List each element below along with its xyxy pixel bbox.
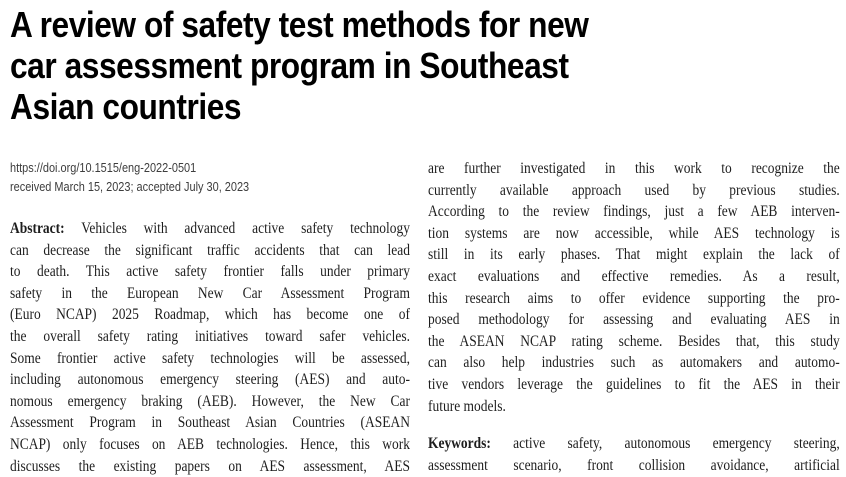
- abstract-label: Abstract:: [10, 220, 65, 237]
- keywords-line: assessment scenario, front collision avoidance, artificial: [428, 456, 840, 474]
- abstract-line: discusses the existing papers on AES assessment, AES: [10, 457, 410, 475]
- abstract-line: (Euro NCAP) 2025 Roadmap, which has become one of: [10, 306, 410, 324]
- abstract-line: the ASEAN NCAP rating scheme. Besides that, this study: [428, 332, 840, 350]
- abstract-line: safety in the European New Car Assessment Program: [10, 284, 410, 302]
- abstract-line: including autonomous emergency steering (AES) and auto-: [10, 371, 410, 389]
- abstract-line: the overall safety rating initiatives toward safer vehicles.: [10, 327, 410, 345]
- abstract-line: Abstract: Vehicles with advanced active safety technology: [10, 220, 410, 237]
- received-accepted-dates: received March 15, 2023; accepted July 30, 2023: [10, 179, 250, 194]
- keywords-line: Keywords: active safety, autonomous emergency steering,: [428, 435, 840, 453]
- abstract-line: can also help industries such as automakers and automo-: [428, 354, 840, 372]
- abstract-line: tion systems are now accessible, while AES technology is: [428, 224, 840, 242]
- abstract-line: Some frontier active safety technologies will be assessed,: [10, 349, 410, 367]
- abstract-column-2: [428, 158, 840, 417]
- article-title-line: A review of safety test methods for new: [10, 4, 589, 45]
- article-title-line: Asian countries: [10, 86, 242, 127]
- abstract-line: tive vendors leverage the guidelines to fit the AES in their: [428, 375, 840, 393]
- article-title-line: car assessment program in Southeast: [10, 45, 569, 86]
- article-title: [10, 4, 846, 127]
- abstract-line: currently available approach used by previous studies.: [428, 181, 840, 199]
- article-meta: [10, 158, 410, 196]
- abstract-line: to death. This active safety frontier falls under primary: [10, 263, 410, 281]
- abstract-line: still in its early phases. That might explain the lack of: [428, 246, 840, 264]
- column-right: [428, 158, 840, 476]
- abstract-line: this research aims to offer evidence supporting the pro-: [428, 289, 840, 307]
- abstract-line: NCAP) only focuses on AEB technologies. Hence, this work: [10, 435, 410, 453]
- abstract-line: are further investigated in this work to recognize the: [428, 160, 840, 177]
- keywords-paragraph: [428, 433, 840, 476]
- abstract-line: Assessment Program in Southeast Asian Countries (ASEAN: [10, 414, 410, 432]
- abstract-column-1: [10, 218, 410, 477]
- abstract-line: nomous emergency braking (AEB). However, the New Car: [10, 392, 410, 410]
- abstract-line: posed methodology for assessing and evaluating AES in: [428, 311, 840, 329]
- abstract-line: exact evaluations and effective remedies. As a result,: [428, 267, 840, 285]
- abstract-line: can decrease the significant traffic accidents that can lead: [10, 241, 410, 259]
- doi-link[interactable]: https://doi.org/10.1515/eng-2022-0501: [10, 160, 197, 175]
- abstract-line: According to the review findings, just a few AEB interven-: [428, 203, 840, 221]
- keywords-label: Keywords:: [428, 435, 491, 453]
- abstract-line: future models.: [428, 397, 506, 415]
- column-left: [10, 158, 410, 477]
